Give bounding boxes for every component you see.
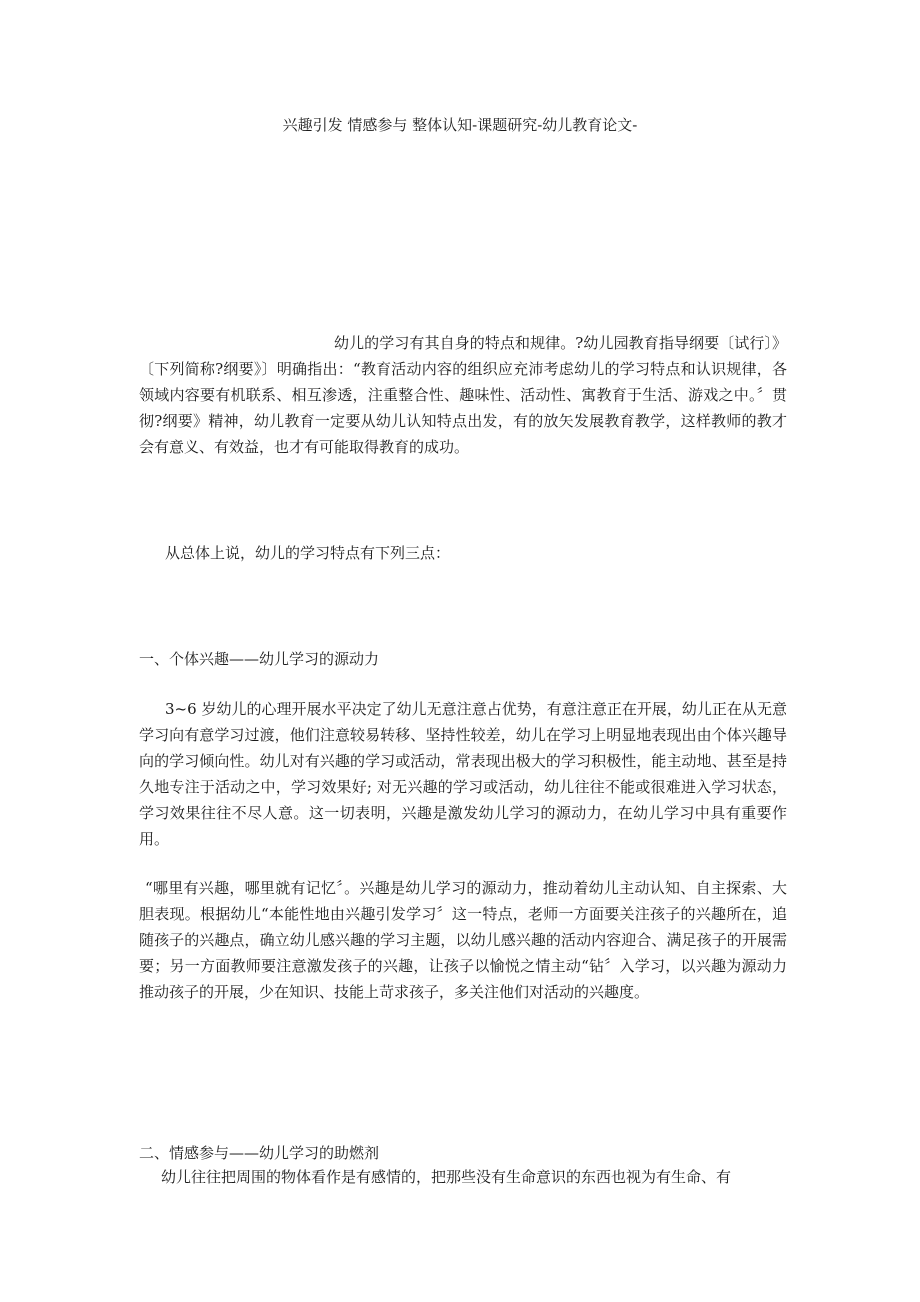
section-1-heading: 一、个体兴趣——幼儿学习的源动力 xyxy=(139,650,380,668)
document-title: 兴趣引发 情感参与 整体认知-课题研究-幼儿教育论文- xyxy=(282,116,638,134)
section-1-paragraph-1: 3~6 岁幼儿的心理开展水平决定了幼儿无意注意占优势，有意注意正在开展，幼儿正在从无意学习向有意学习过渡，他们注意较易转移、坚持性较差，幼儿在学习上明显地表现出由个体兴趣导向的学习倾向性。幼儿对有兴趣的学习或活动，常表现出极大的学习积极性，能主动地、甚至是持久地专注于活动之中，学习效果好; 对无兴趣的学习或活动，幼儿往往不能或很难进入学习状态，学习效果往往不尽人意。这一切表明，兴趣是激发幼儿学习的源动力，在幼儿学习中具有重要作用。 xyxy=(139,700,787,848)
summary-paragraph: 从总体上说，幼儿的学习特点有下列三点： xyxy=(165,544,451,562)
section-1-paragraph-2: “哪里有兴趣，哪里就有记忆〞。兴趣是幼儿学习的源动力，推动着幼儿主动认知、自主探索、大胆表现。根据幼儿“本能性地由兴趣引发学习〞这一特点，老师一方面要关注孩子的兴趣所在，追随孩子的兴趣点，确立幼儿感兴趣的学习主题，以幼儿感兴趣的活动内容迎合、满足孩子的开展需要；另一方面教师要注意激发孩子的兴趣，让孩子以愉悦之情主动“钻〞入学习，以兴趣为源动力推动孩子的开展，少在知识、技能上苛求孩子，多关注他们对活动的兴趣度。 xyxy=(139,879,787,1001)
section-2-heading: 二、情感参与——幼儿学习的助燃剂 xyxy=(139,1144,380,1162)
section-2-paragraph-1: 幼儿往往把周围的物体看作是有感情的，把那些没有生命意识的东西也视为有生命、有 xyxy=(161,1168,732,1186)
intro-paragraph: 幼儿的学习有其自身的特点和规律。?幼儿园教育指导纲要〔试行〕》〔下列简称?纲要》〕明确指出：“教育活动内容的组织应充沛考虑幼儿的学习特点和认识规律，各领域内容要有机联系、相互渗透，注重整合性、趣味性、活动性、寓教育于生活、游戏之中。〞贯彻?纲要》精神，幼儿教育一定要从幼儿认知特点出发，有的放矢发展教育教学，这样教师的教才会有意义、有效益，也才有可能取得教育的成功。 xyxy=(139,334,787,456)
